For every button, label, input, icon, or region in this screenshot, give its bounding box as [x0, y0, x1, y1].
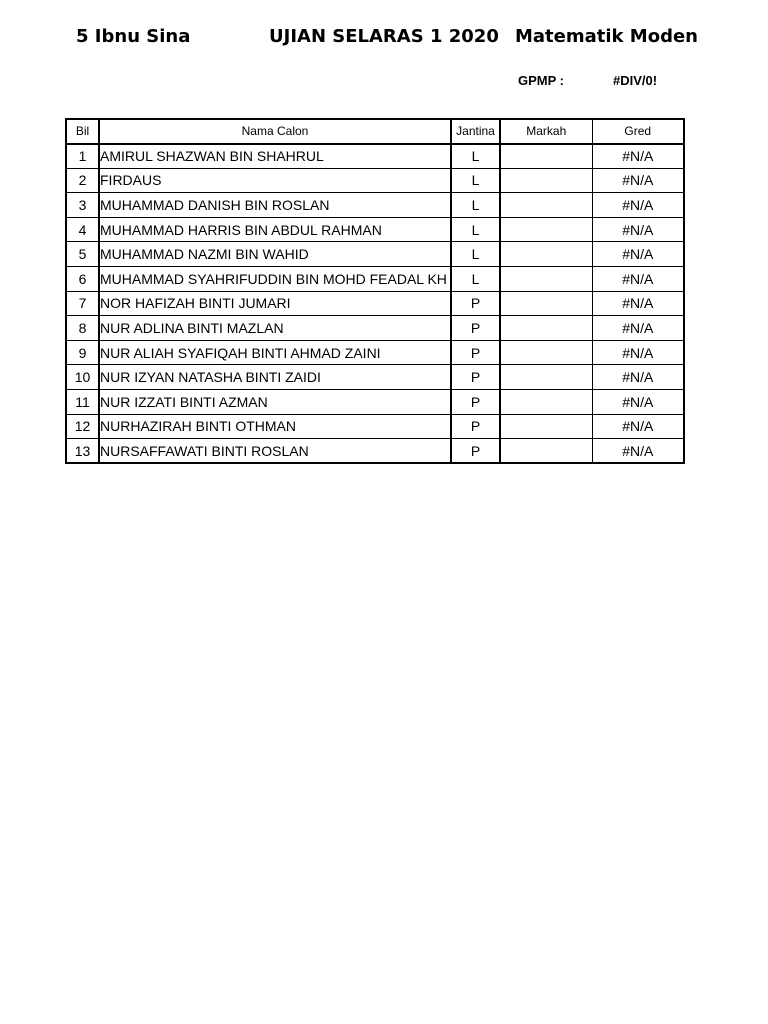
nama-calon-text: NUR IZZATI BINTI AZMAN [100, 393, 268, 410]
table-row [66, 193, 684, 218]
nama-calon-text: NUR ALIAH SYAFIQAH BINTI AHMAD ZAINI [100, 344, 381, 361]
nama-calon-cell [99, 291, 451, 316]
markah-cell [500, 316, 592, 341]
nama-calon-cell [99, 390, 451, 415]
nama-calon-text: NUR ADLINA BINTI MAZLAN [100, 320, 284, 337]
bil-cell: 2 [66, 168, 99, 193]
subject-title: Matematik Moden [515, 26, 698, 47]
table-row [66, 414, 684, 439]
table-row [66, 168, 684, 193]
jantina-cell: P [451, 414, 500, 439]
gred-cell: #N/A [592, 267, 684, 292]
jantina-cell: P [451, 316, 500, 341]
gred-cell: #N/A [592, 365, 684, 390]
gred-cell: #N/A [592, 242, 684, 267]
markah-cell [500, 291, 592, 316]
table-row [66, 340, 684, 365]
gpmp-label: GPMP : [518, 73, 564, 88]
column-header-nama-calon: Nama Calon [99, 119, 451, 144]
table-row [66, 242, 684, 267]
table-row [66, 316, 684, 341]
gred-cell: #N/A [592, 217, 684, 242]
gred-cell: #N/A [592, 316, 684, 341]
markah-cell [500, 414, 592, 439]
nama-calon-cell [99, 316, 451, 341]
nama-calon-cell [99, 340, 451, 365]
nama-calon-text: MUHAMMAD HARRIS BIN ABDUL RAHMAN [100, 221, 382, 238]
nama-calon-text: NURSAFFAWATI BINTI ROSLAN [100, 442, 309, 459]
nama-calon-text: NUR IZYAN NATASHA BINTI ZAIDI [100, 369, 321, 386]
nama-calon-cell [99, 267, 451, 292]
gred-cell: #N/A [592, 193, 684, 218]
markah-cell [500, 168, 592, 193]
gred-cell: #N/A [592, 291, 684, 316]
gred-cell: #N/A [592, 414, 684, 439]
bil-cell: 3 [66, 193, 99, 218]
markah-cell [500, 340, 592, 365]
gred-cell: #N/A [592, 168, 684, 193]
bil-cell: 6 [66, 267, 99, 292]
nama-calon-cell [99, 365, 451, 390]
jantina-cell: L [451, 217, 500, 242]
table-row [66, 144, 684, 169]
bil-cell: 4 [66, 217, 99, 242]
jantina-cell: L [451, 144, 500, 169]
gred-cell: #N/A [592, 144, 684, 169]
jantina-cell: P [451, 365, 500, 390]
nama-calon-text: MUHAMMAD DANISH BIN ROSLAN [100, 197, 330, 214]
bil-cell: 1 [66, 144, 99, 169]
table-row [66, 439, 684, 464]
markah-cell [500, 267, 592, 292]
table-row [66, 267, 684, 292]
jantina-cell: P [451, 439, 500, 464]
bil-cell: 8 [66, 316, 99, 341]
gred-cell: #N/A [592, 439, 684, 464]
table-row [66, 365, 684, 390]
markah-cell [500, 193, 592, 218]
markah-cell [500, 365, 592, 390]
jantina-cell: L [451, 193, 500, 218]
bil-cell: 13 [66, 439, 99, 464]
markah-cell [500, 144, 592, 169]
gred-cell: #N/A [592, 340, 684, 365]
table-row [66, 390, 684, 415]
jantina-cell: L [451, 168, 500, 193]
nama-calon-cell [99, 193, 451, 218]
jantina-cell: L [451, 242, 500, 267]
gred-cell: #N/A [592, 390, 684, 415]
table-row [66, 217, 684, 242]
nama-calon-cell [99, 414, 451, 439]
exam-title: UJIAN SELARAS 1 2020 [269, 26, 499, 47]
column-header-markah: Markah [500, 119, 592, 144]
jantina-cell: P [451, 291, 500, 316]
column-header-jantina: Jantina [451, 119, 500, 144]
bil-cell: 11 [66, 390, 99, 415]
nama-calon-text: FIRDAUS [100, 172, 162, 189]
markah-cell [500, 217, 592, 242]
nama-calon-text: MUHAMMAD SYAHRIFUDDIN BIN MOHD FEADAL KH [100, 270, 447, 287]
jantina-cell: L [451, 267, 500, 292]
nama-calon-cell [99, 439, 451, 464]
bil-cell: 9 [66, 340, 99, 365]
nama-calon-cell [99, 168, 451, 193]
gpmp-value: #DIV/0! [613, 73, 658, 88]
markah-cell [500, 390, 592, 415]
nama-calon-cell [99, 144, 451, 169]
results-table [65, 118, 685, 464]
column-header-bil: Bil [66, 119, 99, 144]
column-header-gred: Gred [592, 119, 684, 144]
nama-calon-text: AMIRUL SHAZWAN BIN SHAHRUL [100, 148, 324, 165]
markah-cell [500, 439, 592, 464]
nama-calon-cell [99, 217, 451, 242]
nama-calon-text: MUHAMMAD NAZMI BIN WAHID [100, 246, 309, 263]
nama-calon-cell [99, 242, 451, 267]
nama-calon-text: NOR HAFIZAH BINTI JUMARI [100, 295, 291, 312]
table-row [66, 291, 684, 316]
bil-cell: 7 [66, 291, 99, 316]
jantina-cell: P [451, 390, 500, 415]
bil-cell: 5 [66, 242, 99, 267]
table-header-row [66, 119, 684, 144]
bil-cell: 10 [66, 365, 99, 390]
jantina-cell: P [451, 340, 500, 365]
class-name: 5 Ibnu Sina [76, 26, 191, 47]
nama-calon-text: NURHAZIRAH BINTI OTHMAN [100, 418, 296, 435]
bil-cell: 12 [66, 414, 99, 439]
markah-cell [500, 242, 592, 267]
